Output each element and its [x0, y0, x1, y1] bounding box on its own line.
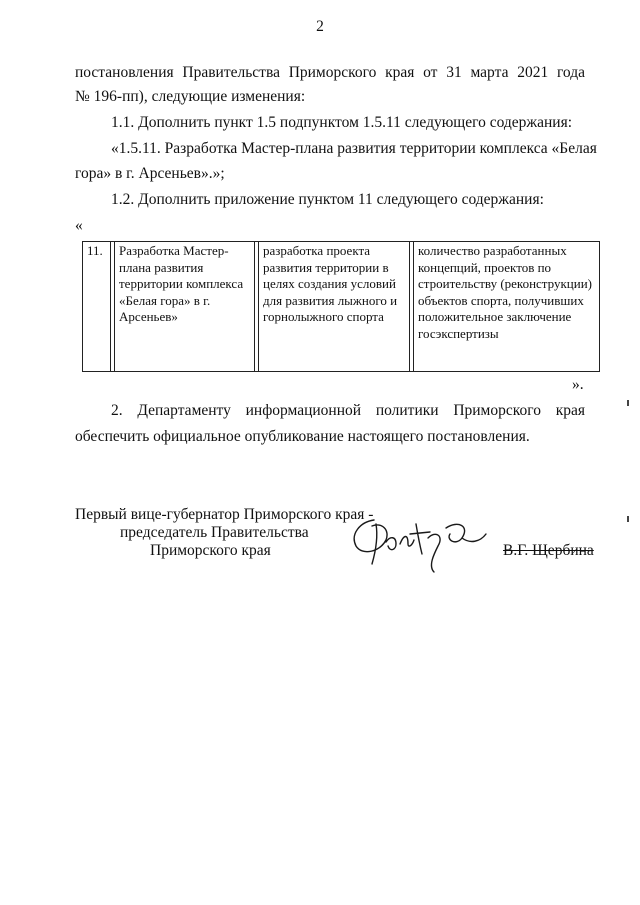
- signatory-name-text: В.Г. Щербина: [503, 542, 594, 559]
- item-2-word: информационной: [245, 402, 362, 419]
- body-line-2: № 196-пп), следующие изменения:: [75, 88, 306, 105]
- table-row: [83, 242, 600, 372]
- appendix-table: [82, 241, 600, 372]
- item-2-word: края: [555, 402, 585, 419]
- open-quote: «: [75, 217, 83, 234]
- item-2-word: 2.: [111, 402, 123, 419]
- signatory-title-line-3: Приморского края: [150, 542, 271, 559]
- table-cell-indicator: количество разработанных концепций, проектов по строительству (реконструкции) объектов спорта, получивших положительное заключение госэкспертизы: [414, 242, 600, 372]
- item-1-5-11-line-2: гора» в г. Арсеньев».»;: [75, 165, 225, 182]
- item-2-word: политики: [375, 402, 439, 419]
- item-2-word: Приморского: [453, 402, 541, 419]
- item-1-1: 1.1. Дополнить пункт 1.5 подпунктом 1.5.11 следующего содержания:: [111, 114, 573, 131]
- handwritten-signature: [346, 510, 496, 580]
- item-2-word: Департаменту: [137, 402, 231, 419]
- scan-margin-mark: [627, 400, 629, 406]
- item-2-line-1: [111, 401, 585, 421]
- body-line-1: постановления Правительства Приморского края от 31 марта 2021 года: [75, 64, 585, 81]
- close-quote: ».: [572, 376, 584, 393]
- signatory-title-line-1: Первый вице-губернатор Приморского края -: [75, 506, 374, 523]
- table-cell-name: Разработка Мастер-плана развития территории комплекса «Белая гора» в г. Арсеньев»: [115, 242, 255, 372]
- signatory-name: [503, 541, 594, 561]
- signatory-title-line-2: председатель Правительства: [120, 524, 309, 541]
- item-2-line-2: обеспечить официальное опубликование настоящего постановления.: [75, 428, 530, 445]
- scan-margin-mark: [627, 516, 629, 522]
- item-1-5-11-line-1: «1.5.11. Разработка Мастер-плана развития территории комплекса «Белая: [111, 140, 597, 157]
- table-cell-description: разработка проекта развития территории в целях создания условий для развития лыжного и горнолыжного спорта: [259, 242, 410, 372]
- page-number: 2: [316, 18, 324, 35]
- item-1-2: 1.2. Дополнить приложение пунктом 11 следующего содержания:: [111, 191, 544, 208]
- table-cell-num: 11.: [83, 242, 111, 372]
